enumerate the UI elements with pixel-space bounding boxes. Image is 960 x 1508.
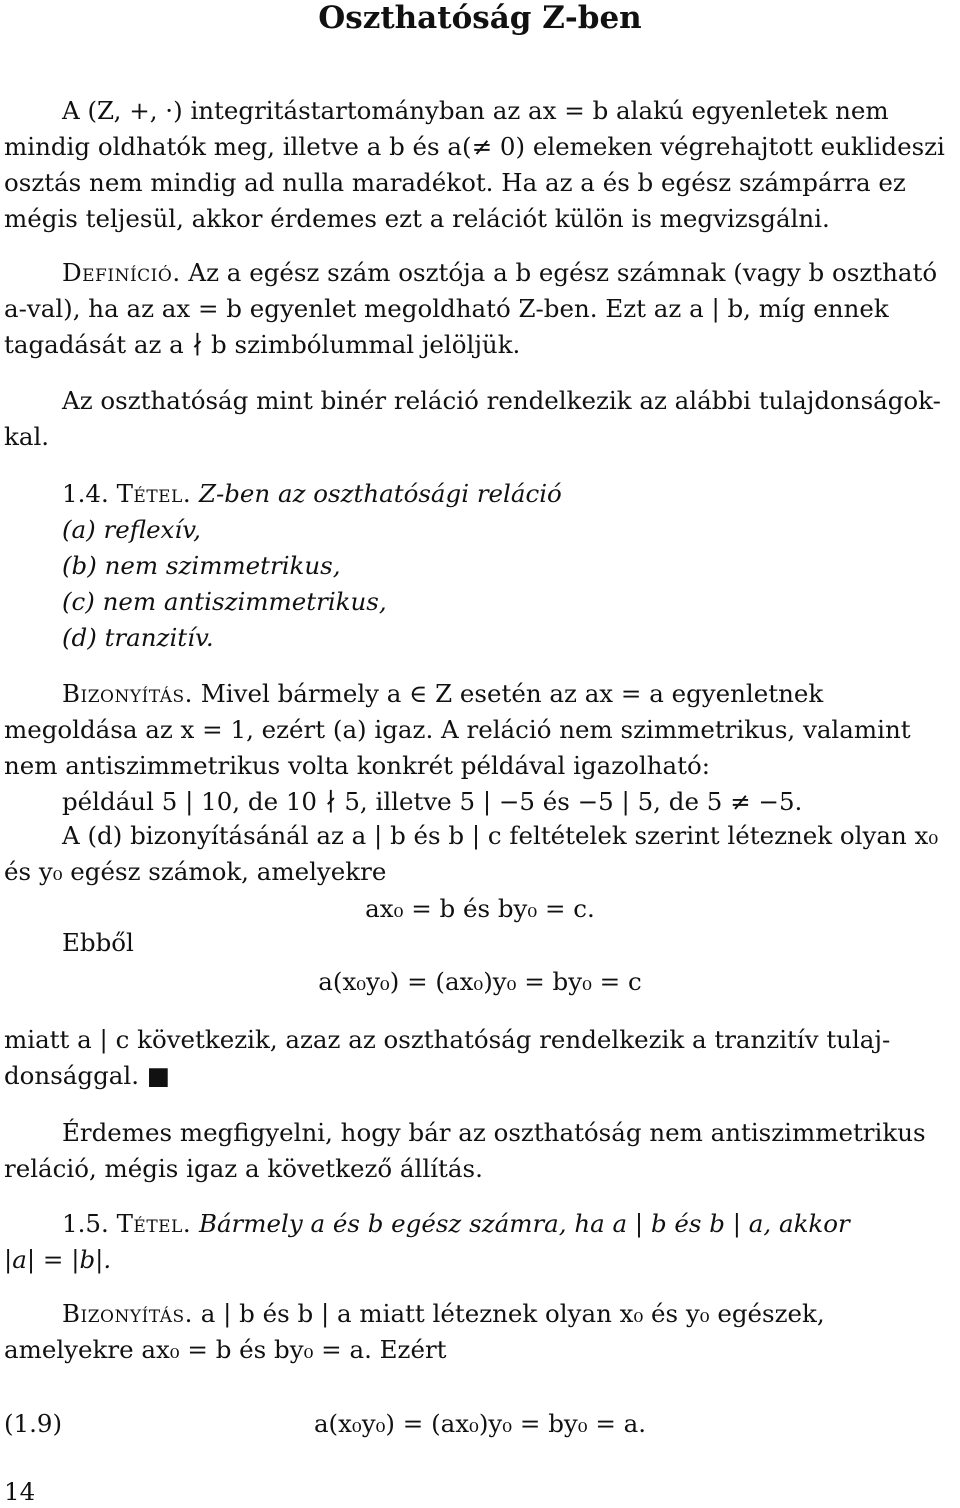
theorem-1-4-heading [62,478,956,510]
page-number: 14 [4,1477,36,1506]
theorem-1-5-line-2: |a| = |b|. [4,1245,112,1274]
page-title: Oszthatóság Z-ben [318,0,642,36]
theorem-item-a: (a) reflexív, [62,515,201,544]
properties-intro-line-1: Az oszthatóság mint binér reláció rendelkezik az alábbi tulajdonságok- [62,386,941,415]
intro-line-4: mégis teljesül, akkor érdemes ezt a relációt külön is megvizsgálni. [4,204,830,233]
equation-1-9: a(x₀y₀) = (ax₀)y₀ = by₀ = a. [313,1409,647,1438]
remark-line-2: reláció, mégis igaz a következő állítás. [4,1154,483,1183]
proof-1-equation-2: a(x₀y₀) = (ax₀)y₀ = by₀ = c [318,967,642,996]
proof-1-line-1 [62,678,956,710]
proof-2-line-1 [62,1298,956,1330]
theorem-1-5-label: Tétel. [116,1209,192,1238]
theorem-label: Tétel. [116,479,192,508]
definition-line-3: tagadását az a ∤ b szimbólummal jelöljük. [4,330,521,359]
properties-intro-line-2: kal. [4,422,50,451]
theorem-1-5-line-1 [62,1208,956,1240]
proof-text-1: Mivel bármely a ∈ Z esetén az ax = a egyenletnek [200,679,824,708]
intro-line-3: osztás nem mindig ad nulla maradékot. Ha az a és b egész számpárra ez [4,168,906,197]
equation-tag: (1.9) [4,1409,63,1438]
theorem-item-b: (b) nem szimmetrikus, [62,551,341,580]
remark-line-1: Érdemes megfigyelni, hogy bár az oszthatóság nem antiszimmetrikus [62,1118,926,1147]
proof-1-line-6: és y₀ egész számok, amelyekre [4,857,387,886]
theorem-1-5-number: 1.5. [62,1209,109,1238]
proof-1-line-3: nem antiszimmetrikus volta konkrét példával igazolható: [4,751,710,780]
proof-label: Bizonyítás. [62,679,193,708]
intro-line-1: A (Z, +, ·) integritástartományban az ax = b alakú egyenletek nem [62,96,889,125]
proof-1-line-7: miatt a | c következik, azaz az oszthatóság rendelkezik a tranzitív tulaj- [4,1025,891,1054]
theorem-item-c: (c) nem antiszimmetrikus, [62,587,387,616]
proof-1-line-8: donsággal. ■ [4,1061,170,1090]
theorem-item-d: (d) tranzitív. [62,623,214,652]
proof-1-line-5: A (d) bizonyításánál az a | b és b | c feltételek szerint léteznek olyan x₀ [62,821,939,850]
definition-line-1 [62,257,956,289]
proof-1-line-4: például 5 | 10, de 10 ∤ 5, illetve 5 | −5 és −5 | 5, de 5 ≠ −5. [62,787,803,816]
definition-label: Definíció. [62,258,181,287]
intro-line-2: mindig oldhatók meg, illetve a b és a(≠ 0) elemeken végrehajtott euklideszi [4,132,945,161]
proof-1-line-2: megoldása az x = 1, ezért (a) igaz. A reláció nem szimmetrikus, valamint [4,715,911,744]
theorem-1-5-text: Bármely a és b egész számra, ha a | b és b | a, akkor [198,1209,850,1238]
proof-1-ebbol: Ebből [62,928,134,957]
definition-text-1: Az a egész szám osztója a b egész számnak (vagy b osztható [188,258,938,287]
theorem-statement: Z-ben az oszthatósági reláció [198,479,562,508]
proof-1-equation-1: ax₀ = b és by₀ = c. [365,894,595,923]
proof-2-line-2: amelyekre ax₀ = b és by₀ = a. Ezért [4,1335,447,1364]
proof-2-text-1: a | b és b | a miatt léteznek olyan x₀ és y₀ egészek, [200,1299,825,1328]
definition-line-2: a-val), ha az ax = b egyenlet megoldható Z-ben. Ezt az a | b, míg ennek [4,294,889,323]
proof-2-label: Bizonyítás. [62,1299,193,1328]
theorem-number: 1.4. [62,479,109,508]
